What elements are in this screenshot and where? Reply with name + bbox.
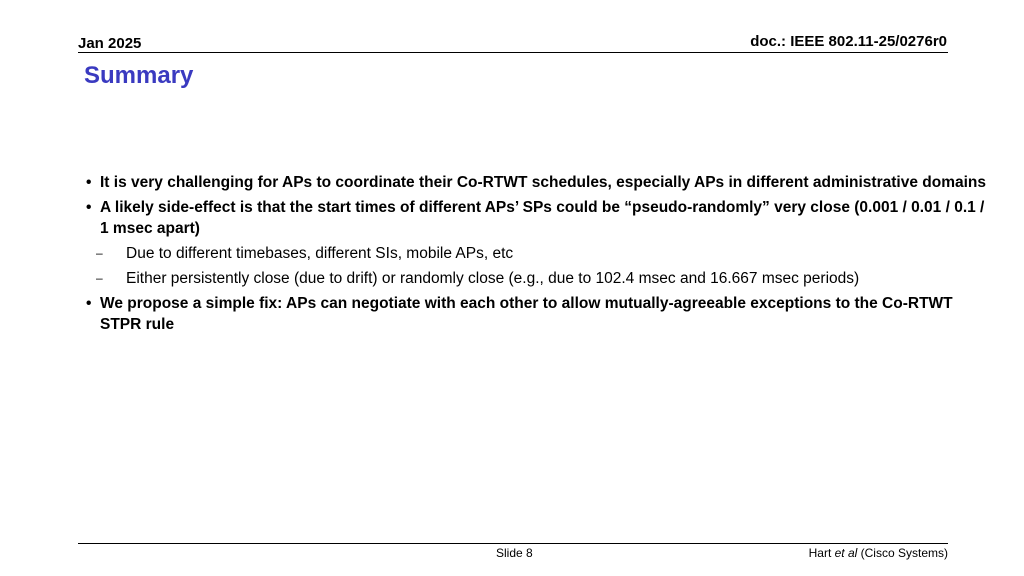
slide-number: Slide 8 (496, 546, 533, 560)
sub-bullet-text: Either persistently close (due to drift) or randomly close (e.g., due to 102.4 msec and 16.667 msec periods) (126, 270, 860, 287)
bullet-text: We propose a simple fix: APs can negotiate with each other to allow mutually-agreeable exceptions to the Co-RTWT STPR rule (100, 295, 953, 333)
dash-icon: – (96, 246, 103, 260)
bullet-item-1 (86, 172, 986, 193)
bullet-dot-icon: • (86, 199, 92, 216)
sub-bullet-item-1 (96, 243, 986, 264)
bullet-text: A likely side-effect is that the start times of different APs’ SPs could be “pseudo-randomly” very close (0.001 / 0.01 / 0.1 / 1 msec apart) (100, 199, 985, 237)
header-date: Jan 2025 (78, 35, 142, 52)
bullet-list (86, 172, 986, 339)
footer-divider (78, 543, 948, 544)
author-name: Hart (808, 546, 835, 560)
bullet-item-3 (86, 293, 986, 335)
dash-icon: – (96, 271, 103, 285)
sub-bullet-text: Due to different timebases, different SIs, mobile APs, etc (126, 245, 514, 262)
author-etal: et al (834, 546, 858, 560)
bullet-text: It is very challenging for APs to coordinate their Co-RTWT schedules, especially APs in different administrative domains (100, 174, 986, 191)
bullet-dot-icon: • (86, 174, 92, 191)
bullet-dot-icon: • (86, 295, 92, 312)
header-divider (78, 52, 948, 53)
author-org: (Cisco Systems) (857, 546, 948, 560)
slide-title: Summary (84, 62, 194, 89)
bullet-item-2 (86, 197, 986, 239)
footer-authors (809, 546, 948, 560)
sub-bullet-item-2 (96, 268, 986, 289)
header-doc-id: doc.: IEEE 802.11-25/0276r0 (750, 33, 947, 50)
